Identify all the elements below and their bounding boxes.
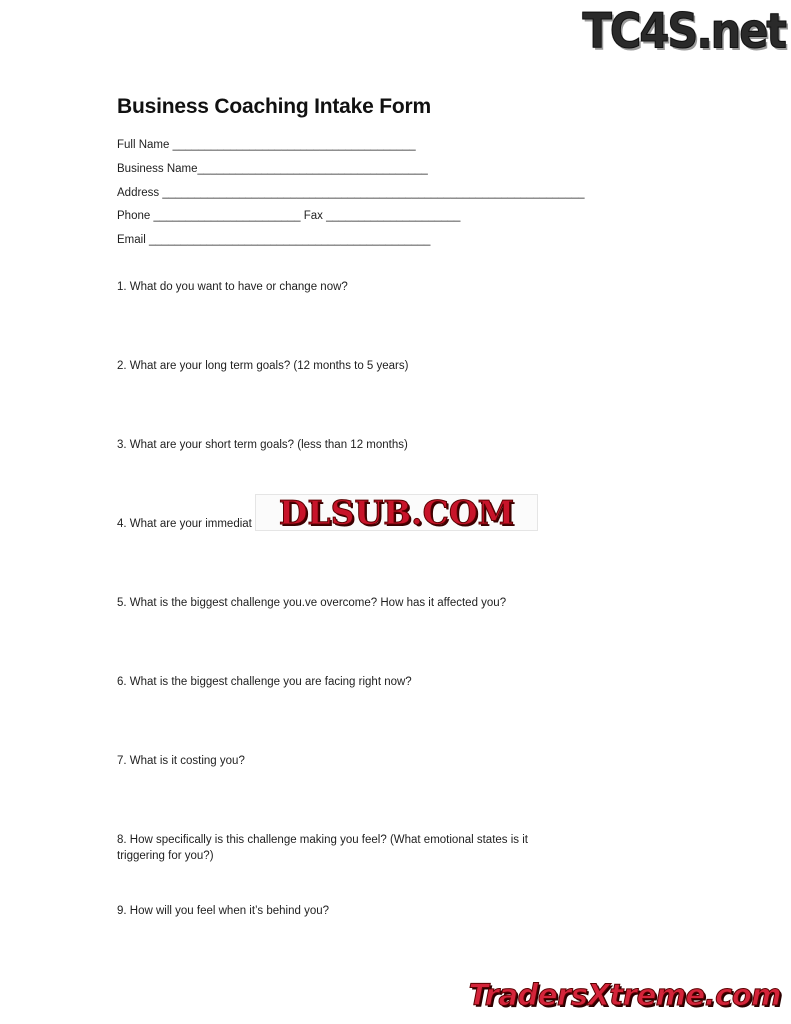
question-7: 7. What is it costing you? bbox=[117, 755, 245, 767]
question-9: 9. How will you feel when it’s behind you? bbox=[117, 905, 330, 917]
business-name-field: Business Name____________________________________ bbox=[117, 163, 428, 175]
phone-fax-field: Phone _______________________ Fax _____________________ bbox=[117, 210, 461, 222]
question-2: 2. What are your long term goals? (12 months to 5 years) bbox=[117, 360, 409, 372]
form-title: Business Coaching Intake Form bbox=[117, 95, 431, 118]
email-field: Email ____________________________________________ bbox=[117, 234, 431, 246]
full-name-field: Full Name ______________________________________ bbox=[117, 139, 416, 151]
question-1: 1. What do you want to have or change now? bbox=[117, 281, 348, 293]
dlsub-watermark: DLSUB.COM bbox=[255, 494, 538, 531]
question-8: 8. How specifically is this challenge making you feel? (What emotional states is it triggering for you?) bbox=[117, 834, 528, 862]
question-5: 5. What is the biggest challenge you.ve overcome? How has it affected you? bbox=[117, 597, 507, 609]
tradersxtreme-watermark: TradersXtreme.com bbox=[468, 978, 781, 1012]
question-4: 4. What are your immediat bbox=[117, 518, 252, 530]
tc4s-watermark: TC4S.net bbox=[582, 4, 785, 60]
address-field: Address __________________________________________________________________ bbox=[117, 187, 585, 199]
question-3: 3. What are your short term goals? (less than 12 months) bbox=[117, 439, 408, 451]
question-6: 6. What is the biggest challenge you are facing right now? bbox=[117, 676, 412, 688]
